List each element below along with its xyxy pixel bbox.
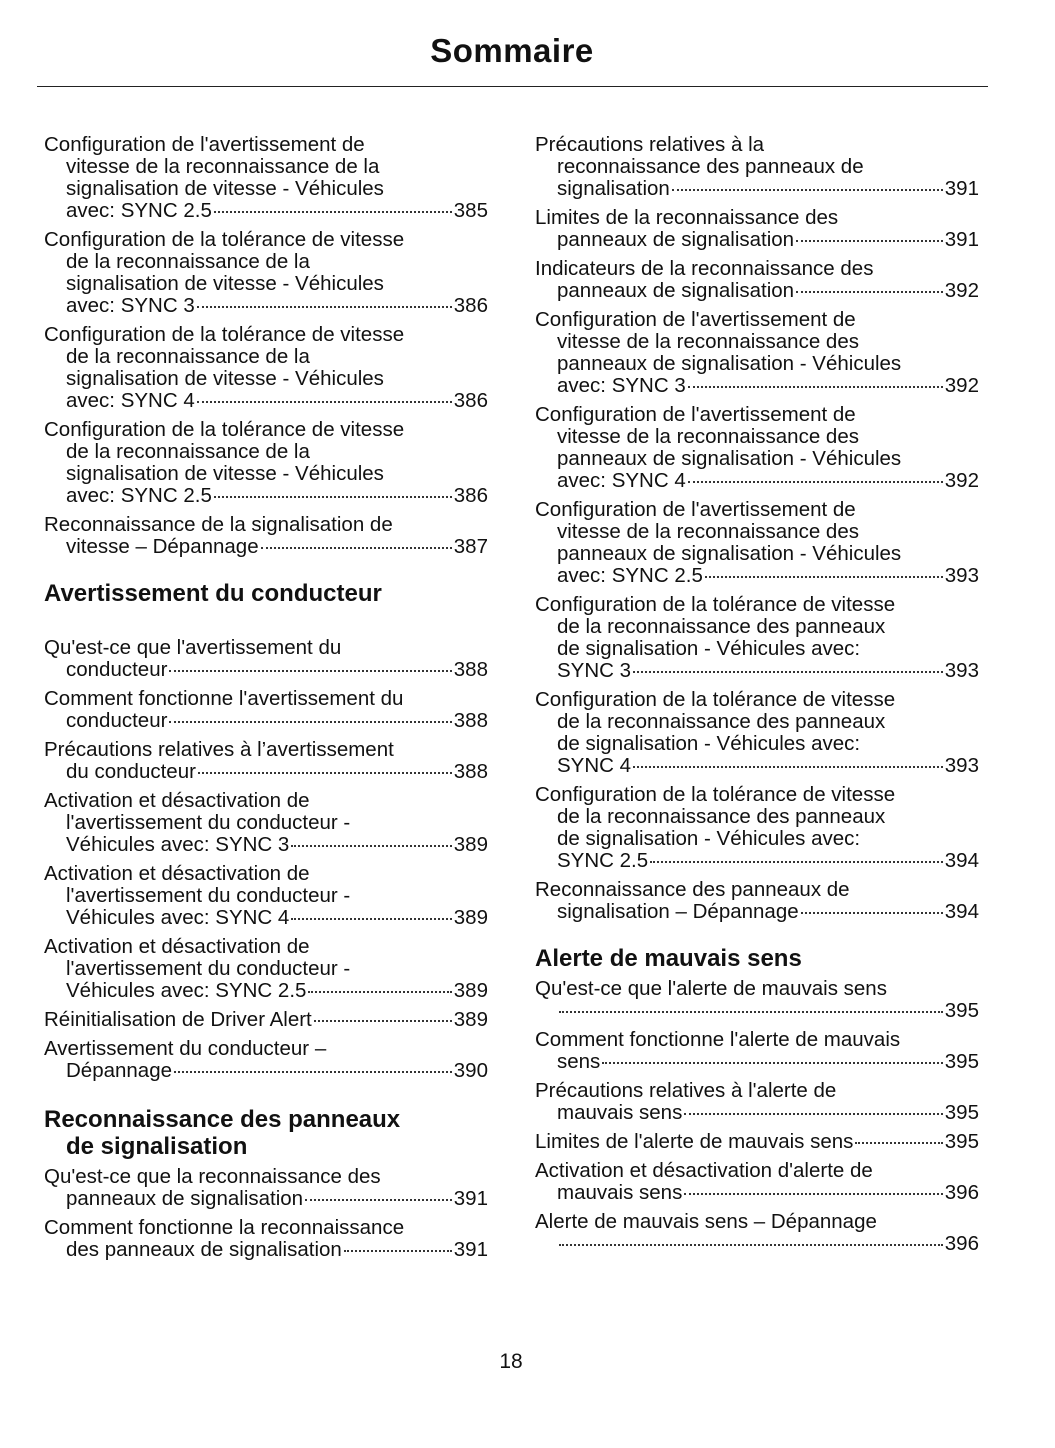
toc-page-number[interactable]: 390: [453, 1059, 488, 1082]
dot-leader: [684, 1193, 942, 1195]
toc-page-number[interactable]: 396: [944, 1232, 979, 1255]
toc-left-column: [44, 134, 488, 1268]
toc-entry-line: Véhicules avec: SYNC 4: [66, 906, 290, 929]
toc-page-number[interactable]: 393: [944, 754, 979, 777]
toc-entry-line: signalisation – Dépannage: [557, 900, 799, 923]
toc-entry-line: Véhicules avec: SYNC 3: [66, 833, 290, 856]
toc-entry[interactable]: [535, 309, 979, 397]
toc-page-number[interactable]: 396: [944, 1181, 979, 1204]
toc-entry-line: reconnaissance des panneaux de: [557, 155, 864, 178]
section-heading-line: Avertissement du conducteur: [44, 580, 382, 607]
toc-entry[interactable]: [44, 936, 488, 1002]
dot-leader: [169, 670, 451, 672]
title-divider: [37, 86, 988, 87]
toc-page-number[interactable]: 389: [453, 906, 488, 929]
toc-entry-line: vitesse de la reconnaissance des: [557, 520, 859, 543]
toc-entry-line: Reconnaissance de la signalisation de: [44, 513, 393, 536]
toc-entry-last-line: [535, 375, 979, 397]
toc-entry-line: Activation et désactivation de: [44, 862, 310, 885]
toc-page-number[interactable]: 395: [944, 999, 979, 1022]
toc-entry-line: de signalisation - Véhicules avec:: [557, 637, 861, 660]
dot-leader: [801, 912, 943, 914]
toc-entry-line: signalisation de vitesse - Véhicules: [66, 177, 384, 200]
page-title: Sommaire: [430, 32, 594, 69]
toc-page-number[interactable]: 388: [453, 658, 488, 681]
toc-entry-line: de la reconnaissance de la: [66, 440, 310, 463]
dot-leader: [197, 306, 452, 308]
toc-entry-last-line: [535, 1182, 979, 1204]
toc-entry-line: du conducteur: [66, 760, 196, 783]
toc-page-number[interactable]: 392: [944, 469, 979, 492]
toc-entry-last-line: [535, 850, 979, 872]
toc-entry-last-line: [535, 178, 979, 200]
toc-entry-last-line: [44, 1239, 488, 1261]
toc-entry-last-line: [535, 280, 979, 302]
toc-entry-line: Configuration de la tolérance de vitesse: [44, 228, 405, 251]
toc-entry-line: Précautions relatives à la: [535, 133, 765, 156]
toc-entry-line: SYNC 3: [557, 659, 632, 682]
toc-entry-line: Limites de l'alerte de mauvais sens: [535, 1130, 854, 1153]
dot-leader: [559, 1011, 943, 1013]
toc-entry[interactable]: [535, 258, 979, 302]
toc-entry-line: l'avertissement du conducteur -: [66, 957, 351, 980]
toc-entry-last-line: [535, 1131, 979, 1153]
toc-entry-line: Configuration de l'avertissement de: [44, 133, 365, 156]
section-heading-line: de signalisation: [66, 1133, 248, 1160]
toc-entry-last-line: [44, 536, 488, 558]
toc-entry-line: conducteur: [66, 658, 168, 681]
toc-entry-line: avec: SYNC 2.5: [557, 564, 703, 587]
toc-entry-line: Limites de la reconnaissance des: [535, 206, 839, 229]
toc-page-number[interactable]: 388: [453, 760, 488, 783]
dot-leader: [214, 496, 452, 498]
toc-entry-last-line: [535, 660, 979, 682]
toc-entry[interactable]: [44, 790, 488, 856]
dot-leader: [705, 576, 943, 578]
toc-entry[interactable]: [535, 404, 979, 492]
toc-entry[interactable]: [44, 419, 488, 507]
toc-entry[interactable]: [535, 1080, 979, 1124]
toc-entry-line: Configuration de la tolérance de vitesse: [535, 783, 896, 806]
toc-entry-line: de la reconnaissance de la: [66, 250, 310, 273]
dot-leader: [650, 861, 943, 863]
toc-page-number[interactable]: 391: [453, 1238, 488, 1261]
toc-entry-line: Réinitialisation de Driver Alert: [44, 1008, 312, 1031]
toc-page-number[interactable]: 389: [453, 833, 488, 856]
toc-page-number[interactable]: 389: [453, 979, 488, 1002]
toc-entry-last-line: [44, 295, 488, 317]
toc-page-number[interactable]: 392: [944, 374, 979, 397]
toc-entry-line: Comment fonctionne l'alerte de mauvais: [535, 1028, 901, 1051]
dot-leader: [684, 1113, 942, 1115]
toc-entry-line: sens: [557, 1050, 601, 1073]
toc-entry-line: Comment fonctionne la reconnaissance: [44, 1216, 405, 1239]
dot-leader: [855, 1142, 942, 1144]
toc-entry-line: avec: SYNC 2.5: [66, 199, 212, 222]
toc-entry-last-line: [44, 834, 488, 856]
toc-page-number[interactable]: 387: [453, 535, 488, 558]
toc-page-number[interactable]: 394: [944, 849, 979, 872]
toc-page-number[interactable]: 386: [453, 484, 488, 507]
toc-entry[interactable]: [535, 784, 979, 872]
toc-right-column: [535, 134, 979, 1262]
toc-entry-last-line: [44, 390, 488, 412]
dot-leader: [214, 211, 452, 213]
toc-entry-line: de signalisation - Véhicules avec:: [557, 827, 861, 850]
toc-entry-last-line: [44, 907, 488, 929]
toc-entry-line: de la reconnaissance des panneaux: [557, 615, 886, 638]
toc-entry-last-line: [44, 1188, 488, 1210]
toc-entry-line: Reconnaissance des panneaux de: [535, 878, 850, 901]
toc-entry-line: Véhicules avec: SYNC 2.5: [66, 979, 307, 1002]
toc-entry-line: avec: SYNC 3: [66, 294, 195, 317]
toc-entry-last-line: [44, 710, 488, 732]
toc-entry-line: Précautions relatives à l'alerte de: [535, 1079, 837, 1102]
toc-entry-line: conducteur: [66, 709, 168, 732]
section-heading-line: Alerte de mauvais sens: [535, 945, 802, 972]
toc-page-number[interactable]: 386: [453, 389, 488, 412]
dot-leader: [174, 1071, 452, 1073]
toc-entry[interactable]: [535, 879, 979, 923]
section-heading: [535, 945, 979, 972]
dot-leader: [688, 386, 943, 388]
toc-entry-line: Configuration de la tolérance de vitesse: [44, 323, 405, 346]
toc-entry[interactable]: [44, 514, 488, 558]
toc-page-number[interactable]: 388: [453, 709, 488, 732]
dot-leader: [314, 1020, 452, 1022]
dot-leader: [305, 1199, 452, 1201]
toc-entry-last-line: [44, 761, 488, 783]
toc-entry-line: Avertissement du conducteur –: [44, 1037, 327, 1060]
dot-leader: [633, 671, 943, 673]
toc-page-number[interactable]: 393: [944, 659, 979, 682]
toc-entry-last-line: [535, 1051, 979, 1073]
toc-entry-line: mauvais sens: [557, 1181, 683, 1204]
toc-entry-last-line: [44, 200, 488, 222]
toc-entry[interactable]: [44, 1038, 488, 1082]
section-heading: [44, 1106, 488, 1160]
toc-entry-last-line: [44, 980, 488, 1002]
toc-entry[interactable]: [535, 689, 979, 777]
toc-entry-line: Activation et désactivation de: [44, 935, 310, 958]
toc-entry-line: avec: SYNC 2.5: [66, 484, 212, 507]
toc-entry-line: de la reconnaissance des panneaux: [557, 805, 886, 828]
toc-entry[interactable]: [535, 594, 979, 682]
toc-entry-line: panneaux de signalisation - Véhicules: [557, 542, 902, 565]
dot-leader: [308, 991, 451, 993]
toc-page-number[interactable]: 389: [453, 1008, 488, 1031]
toc-page-number[interactable]: 391: [944, 228, 979, 251]
toc-page-number[interactable]: 395: [944, 1050, 979, 1073]
toc-entry[interactable]: [535, 1160, 979, 1204]
toc-entry-line: Configuration de l'avertissement de: [535, 403, 856, 426]
dot-leader: [261, 547, 452, 549]
toc-page-number[interactable]: 385: [453, 199, 488, 222]
toc-entry-line: signalisation de vitesse - Véhicules: [66, 367, 384, 390]
toc-entry-line: vitesse de la reconnaissance des: [557, 330, 859, 353]
dot-leader: [291, 918, 451, 920]
toc-entry-line: Activation et désactivation de: [44, 789, 310, 812]
toc-entry-line: signalisation de vitesse - Véhicules: [66, 272, 384, 295]
toc-entry[interactable]: [44, 863, 488, 929]
toc-entry-line: mauvais sens: [557, 1101, 683, 1124]
toc-page-number[interactable]: 391: [944, 177, 979, 200]
toc-entry-line: SYNC 4: [557, 754, 632, 777]
toc-entry-line: panneaux de signalisation: [66, 1187, 304, 1210]
dot-leader: [291, 845, 451, 847]
toc-entry-last-line: [535, 1233, 979, 1255]
dot-leader: [197, 401, 452, 403]
toc-page-number[interactable]: 394: [944, 900, 979, 923]
toc-entry-last-line: [44, 1009, 488, 1031]
toc-page-number[interactable]: 393: [944, 564, 979, 587]
toc-entry-line: de la reconnaissance des panneaux: [557, 710, 886, 733]
toc-entry-line: signalisation: [557, 177, 670, 200]
toc-entry-line: Activation et désactivation d'alerte de: [535, 1159, 873, 1182]
toc-entry-last-line: [535, 565, 979, 587]
toc-entry[interactable]: [44, 637, 488, 681]
toc-entry[interactable]: [535, 499, 979, 587]
toc-entry-last-line: [535, 1000, 979, 1022]
toc-entry-line: avec: SYNC 4: [557, 469, 686, 492]
toc-entry-line: signalisation de vitesse - Véhicules: [66, 462, 384, 485]
toc-entry-line: Précautions relatives à l’avertissement: [44, 738, 394, 761]
toc-entry[interactable]: [535, 1029, 979, 1073]
toc-entry-last-line: [535, 901, 979, 923]
toc-entry-line: l'avertissement du conducteur -: [66, 884, 351, 907]
toc-entry-line: l'avertissement du conducteur -: [66, 811, 351, 834]
toc-entry-line: Configuration de la tolérance de vitesse: [44, 418, 405, 441]
toc-page-number[interactable]: 386: [453, 294, 488, 317]
section-heading: [44, 580, 488, 607]
toc-entry-line: Indicateurs de la reconnaissance des: [535, 257, 874, 280]
toc-entry[interactable]: [535, 207, 979, 251]
toc-entry-line: avec: SYNC 3: [557, 374, 686, 397]
toc-entry[interactable]: [535, 978, 979, 1022]
toc-entry-line: Dépannage: [66, 1059, 173, 1082]
toc-entry-line: de signalisation - Véhicules avec:: [557, 732, 861, 755]
toc-entry-last-line: [535, 229, 979, 251]
toc-entry-line: des panneaux de signalisation: [66, 1238, 342, 1261]
dot-leader: [796, 240, 943, 242]
toc-page-number[interactable]: 395: [944, 1101, 979, 1124]
toc-entry[interactable]: [44, 229, 488, 317]
toc-entry[interactable]: [535, 1211, 979, 1255]
toc-entry-line: Qu'est-ce que l'avertissement du: [44, 636, 342, 659]
toc-entry[interactable]: [44, 1009, 488, 1031]
toc-entry-last-line: [44, 659, 488, 681]
toc-page-number[interactable]: 392: [944, 279, 979, 302]
toc-entry[interactable]: [44, 134, 488, 222]
toc-entry-last-line: [44, 1060, 488, 1082]
toc-entry-line: Configuration de la tolérance de vitesse: [535, 688, 896, 711]
toc-page-number[interactable]: 391: [453, 1187, 488, 1210]
toc-entry-line: Configuration de l'avertissement de: [535, 498, 856, 521]
dot-leader: [344, 1250, 452, 1252]
toc-entry-last-line: [535, 470, 979, 492]
toc-entry-line: Qu'est-ce que la reconnaissance des: [44, 1165, 381, 1188]
toc-entry-line: Comment fonctionne l'avertissement du: [44, 687, 404, 710]
toc-entry-line: vitesse de la reconnaissance des: [557, 425, 859, 448]
toc-entry[interactable]: [44, 1217, 488, 1261]
toc-entry[interactable]: [44, 739, 488, 783]
toc-entry-line: avec: SYNC 4: [66, 389, 195, 412]
toc-entry-line: Configuration de la tolérance de vitesse: [535, 593, 896, 616]
toc-entry-line: Configuration de l'avertissement de: [535, 308, 856, 331]
toc-entry-line: vitesse – Dépannage: [66, 535, 259, 558]
toc-entry-line: panneaux de signalisation: [557, 228, 795, 251]
dot-leader: [198, 772, 452, 774]
toc-entry-line: panneaux de signalisation - Véhicules: [557, 447, 902, 470]
toc-entry-line: panneaux de signalisation - Véhicules: [557, 352, 902, 375]
dot-leader: [672, 189, 943, 191]
toc-entry[interactable]: [44, 688, 488, 732]
dot-leader: [688, 481, 943, 483]
dot-leader: [633, 766, 943, 768]
dot-leader: [559, 1244, 943, 1246]
toc-page-number[interactable]: 395: [944, 1130, 979, 1153]
toc-entry[interactable]: [44, 324, 488, 412]
dot-leader: [602, 1062, 942, 1064]
toc-entry[interactable]: [535, 1131, 979, 1153]
toc-entry-last-line: [44, 485, 488, 507]
section-heading-line: Reconnaissance des panneaux: [44, 1106, 401, 1133]
toc-entry-line: vitesse de la reconnaissance de la: [66, 155, 380, 178]
toc-entry-last-line: [535, 755, 979, 777]
toc-entry-line: Alerte de mauvais sens – Dépannage: [535, 1210, 877, 1233]
dot-leader: [796, 291, 943, 293]
page-number: 18: [499, 1350, 523, 1373]
toc-entry-line: SYNC 2.5: [557, 849, 649, 872]
toc-entry-line: panneaux de signalisation: [557, 279, 795, 302]
toc-entry-line: de la reconnaissance de la: [66, 345, 310, 368]
dot-leader: [169, 721, 451, 723]
toc-entry-last-line: [535, 1102, 979, 1124]
toc-entry-line: Qu'est-ce que l'alerte de mauvais sens: [535, 977, 887, 1000]
toc-entry[interactable]: [535, 134, 979, 200]
toc-entry[interactable]: [44, 1166, 488, 1210]
